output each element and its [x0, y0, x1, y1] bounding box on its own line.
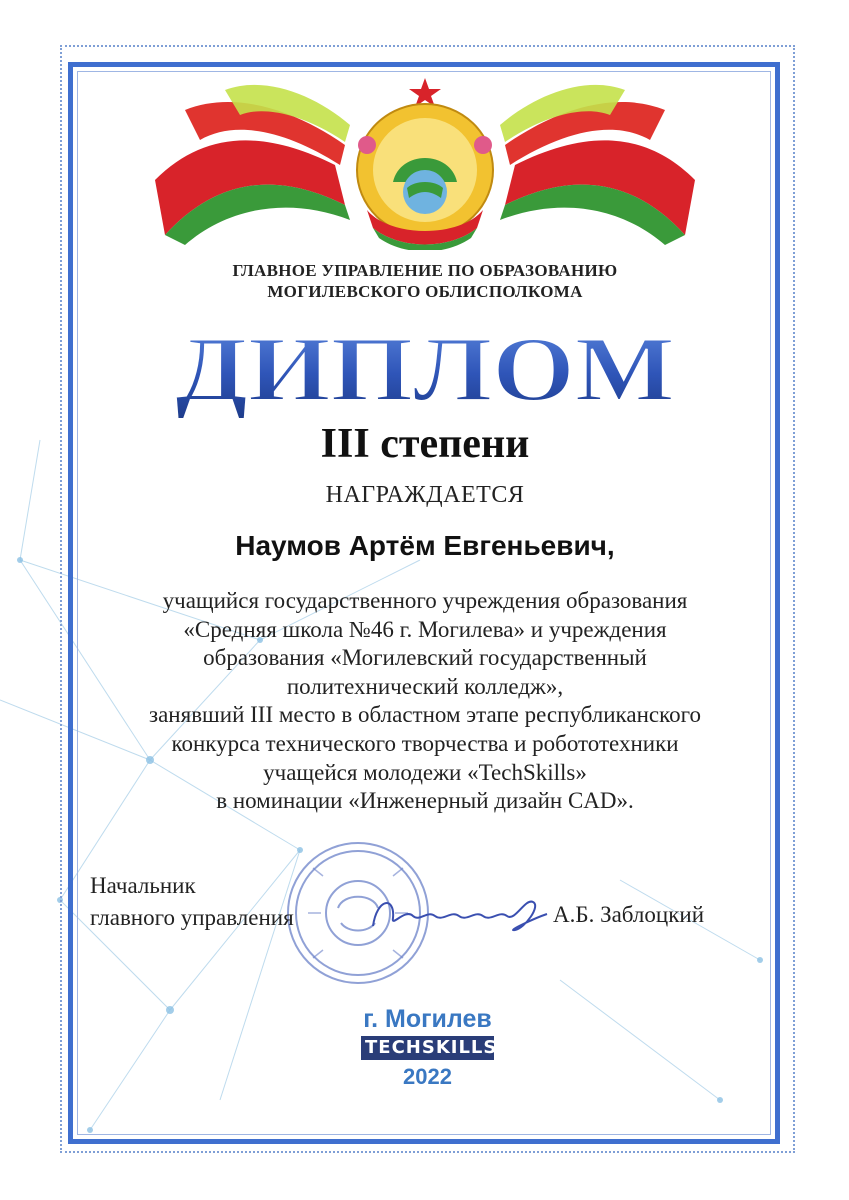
- award-description: [95, 587, 755, 816]
- issuing-organization: [100, 260, 750, 302]
- state-emblem-with-flags: [145, 70, 705, 250]
- event-logo-city: г. Могилев: [363, 1005, 492, 1033]
- recipient-name: Наумов Артём Евгеньевич,: [235, 530, 615, 561]
- description-line: учащийся государственного учреждения образования: [162, 588, 688, 613]
- signer-position: [90, 870, 294, 934]
- event-logo-year: 2022: [403, 1064, 452, 1089]
- awarded-label: НАГРАЖДАЕТСЯ: [325, 482, 525, 508]
- handwritten-signature: [365, 888, 550, 938]
- diploma-degree: III степени: [320, 421, 530, 467]
- event-logo: [355, 1005, 500, 1105]
- position-line-2: главного управления: [90, 905, 294, 930]
- position-line-1: Начальник: [90, 873, 196, 898]
- event-logo-brand: TECHSKILLS: [361, 1036, 494, 1060]
- org-line-1: ГЛАВНОЕ УПРАВЛЕНИЕ ПО ОБРАЗОВАНИЮ: [232, 261, 618, 280]
- description-line: в номинации «Инженерный дизайн CAD».: [216, 788, 634, 814]
- signer-name: А.Б. Заблоцкий: [553, 902, 705, 927]
- description-line: занявший III место в областном этапе республиканского: [149, 702, 701, 728]
- diploma-title: [165, 318, 685, 418]
- org-line-2: МОГИЛЕВСКОГО ОБЛИСПОЛКОМА: [267, 282, 583, 301]
- diploma-title-text: ДИПЛОМ: [175, 318, 675, 418]
- description-line: конкурса технического творчества и робототехники: [171, 730, 679, 756]
- description-line: учащейся молодежи «TechSkills»: [263, 759, 587, 785]
- description-line: политехнический колледж»,: [286, 673, 564, 699]
- description-line: образования «Могилевский государственный: [203, 645, 647, 671]
- description-line: «Средняя школа №46 г. Могилева» и учреждения: [183, 616, 667, 642]
